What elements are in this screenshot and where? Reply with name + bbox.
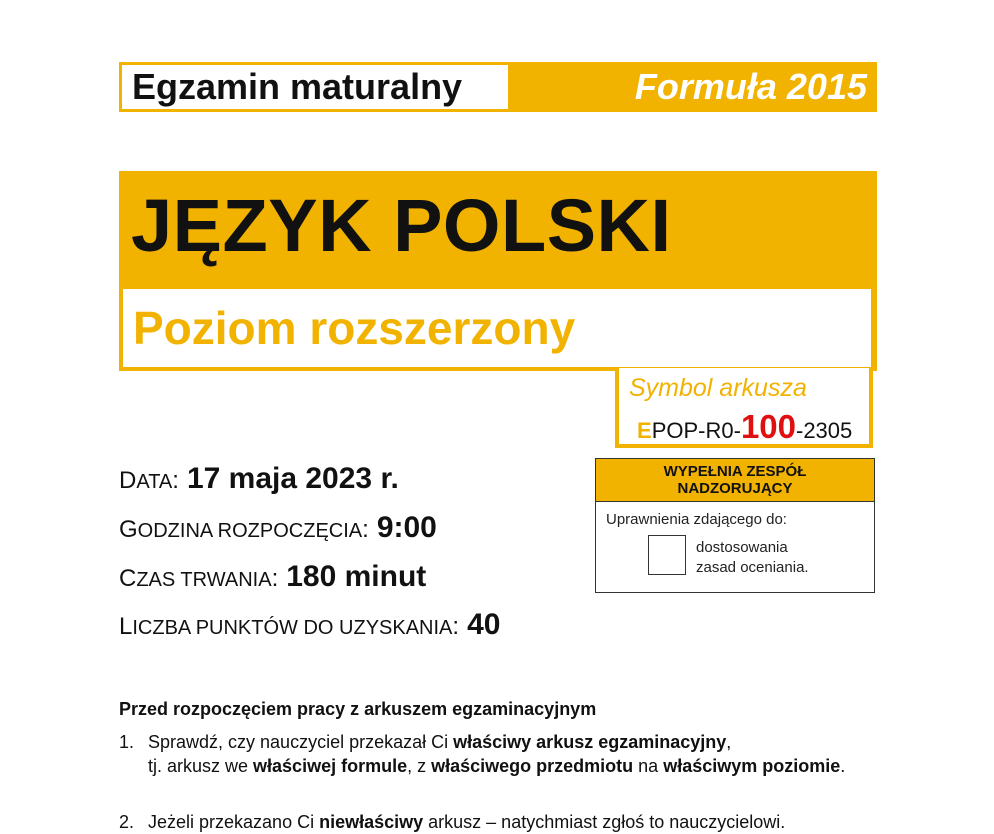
start-time-label: GODZINA ROZPOCZĘCIA: xyxy=(119,516,369,543)
subject-title: JĘZYK POLSKI xyxy=(131,184,672,267)
proctor-box xyxy=(595,458,875,593)
sheet-symbol-number: 100 xyxy=(740,408,796,445)
points-line xyxy=(119,608,500,642)
start-time-line xyxy=(119,511,437,545)
adjustment-checkbox[interactable] xyxy=(648,535,686,575)
instruction-number: 1. xyxy=(119,732,135,752)
sheet-symbol-inner xyxy=(619,368,869,444)
exam-date-label: DATA: xyxy=(119,467,179,494)
sheet-symbol-prefix: E xyxy=(637,418,652,443)
sheet-symbol-part1: POP-R0- xyxy=(651,418,741,443)
proctor-heading: WYPEŁNIA ZESPÓŁ NADZORUJĄCY xyxy=(596,459,874,502)
exam-level: Poziom rozszerzony xyxy=(133,302,576,354)
subject-block xyxy=(119,171,877,371)
start-time-value: 9:00 xyxy=(376,511,437,544)
duration-label: CZAS TRWANIA: xyxy=(119,565,279,592)
duration-line xyxy=(119,560,426,594)
instruction-number: 2. xyxy=(119,812,135,832)
sheet-symbol-box xyxy=(615,368,873,448)
instructions-heading: Przed rozpoczęciem pracy z arkuszem egzaminacyjnym xyxy=(119,699,597,719)
exam-name: Egzamin maturalny xyxy=(122,65,508,109)
points-value: 40 xyxy=(467,608,501,641)
points-label: LICZBA PUNKTÓW DO UZYSKANIA: xyxy=(119,613,460,640)
sheet-symbol-label: Symbol arkusza xyxy=(629,374,807,402)
instruction-text: Jeżeli przekazano Ci niewłaściwy arkusz – natychmiast zgłoś to nauczycielowi. xyxy=(148,812,786,832)
proctor-note: Uprawnienia zdającego do: xyxy=(606,511,787,528)
duration-value: 180 minut xyxy=(286,560,427,593)
sheet-symbol-part2: -2305 xyxy=(796,418,853,443)
adjustment-option-label: dostosowania zasad oceniania. xyxy=(696,539,809,576)
level-box xyxy=(123,289,871,367)
exam-header-banner xyxy=(119,62,877,112)
sheet-symbol-code xyxy=(637,408,852,446)
exam-date-value: 17 maja 2023 r. xyxy=(186,462,399,495)
exam-date-line xyxy=(119,462,399,496)
instruction-text: Sprawdź, czy nauczyciel przekazał Ci właściwy arkusz egzaminacyjny, tj. arkusz we właściwej formule, z właściwego przedmiotu na właściwym poziomie. xyxy=(148,732,846,776)
exam-formula: Formuła 2015 xyxy=(634,66,867,107)
